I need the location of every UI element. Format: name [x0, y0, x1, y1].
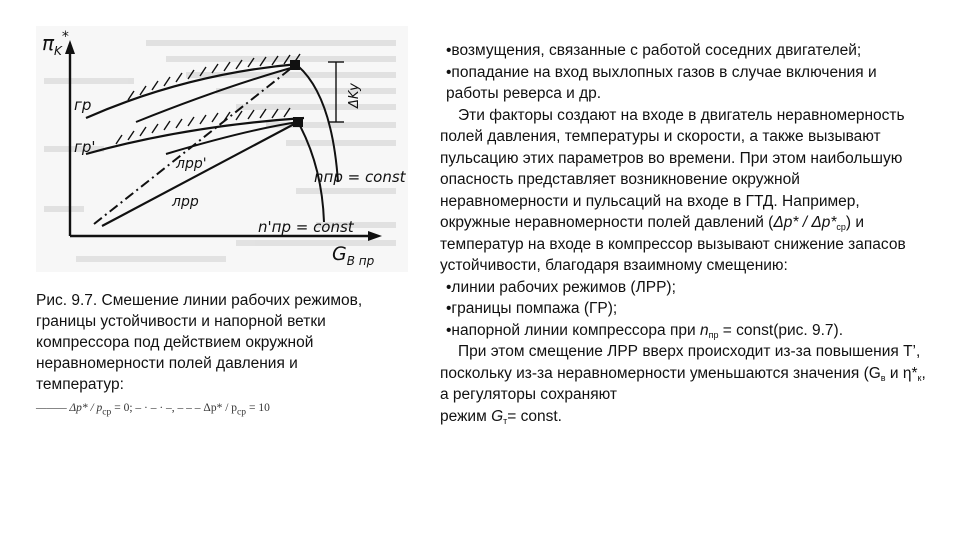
label-lrr: лрр	[172, 194, 199, 210]
paragraph-nonuniformity: Эти факторы создают на входе в двигатель неравномерность полей давления, температуры и скорости, а также вызывают пульсацию этих параметров во времени. При этом наибольшую опасность представляет возникновение окружной неравномерности и пульсаций на входе в ГТД. Например, окружные неравномерности полей давлений $(\Delta p* / \Delta p*_{ср})$ и температур на входе в компрессор вызывают снижение запасов устойчивости, благодаря взаимному смещению:	[440, 106, 906, 274]
figure-legend: ——— $\Delta p* / p_{ср} = 0$; – · – · –, – – – $\Delta p* / p_{ср} = 10$	[36, 402, 270, 418]
bullet-surge-boundary: •границы помпажа (ГР);	[446, 300, 618, 317]
paragraph-lrr-shift: При этом смещение ЛРР вверх происходит из-за повышения T’, поскольку из-за неравномерности уменьшаются значения ($G_в$ и $\eta*_к$, а регуляторы сохраняют	[440, 343, 926, 403]
body-text	[440, 40, 932, 427]
compressor-map-svg	[36, 26, 408, 272]
label-gr: гр	[74, 96, 92, 114]
paragraph-gt-const: режим $G_т=$ const.	[440, 407, 562, 426]
label-delta-ky: ΔKy	[347, 83, 362, 108]
y-axis-label: $\pi_K^*$	[42, 29, 69, 58]
label-lrr-prime: лрр'	[176, 156, 207, 172]
label-n-pr-prime-const: n'пр = const	[258, 218, 354, 236]
figure-caption: Рис. 9.7. Смешение линии рабочих режимов, границы устойчивости и напорной ветки компрессора под действием окружной неравномерности полей давления и температур:	[36, 292, 363, 393]
compressor-map-figure	[36, 26, 408, 272]
bullet-neighbour-engines: •возмущения, связанные с работой соседних двигателей;	[446, 42, 862, 59]
bullet-exhaust-ingestion: •попадание на вход выхлопных газов в случае включения и работы реверса и др.	[446, 63, 877, 102]
operating-point-upper	[290, 60, 300, 70]
label-gr-prime: гр'	[74, 138, 96, 156]
x-axis-label: $G_{B пр}$	[332, 243, 375, 268]
operating-point-lower	[293, 117, 303, 127]
label-n-pr-const: nпр = const	[314, 168, 406, 186]
bullet-pressure-line: •напорной линии компрессора при $n_{пр}$ = const(рис. 9.7).	[446, 321, 844, 340]
bullet-operating-line: •линии рабочих режимов (ЛРР);	[446, 278, 676, 296]
